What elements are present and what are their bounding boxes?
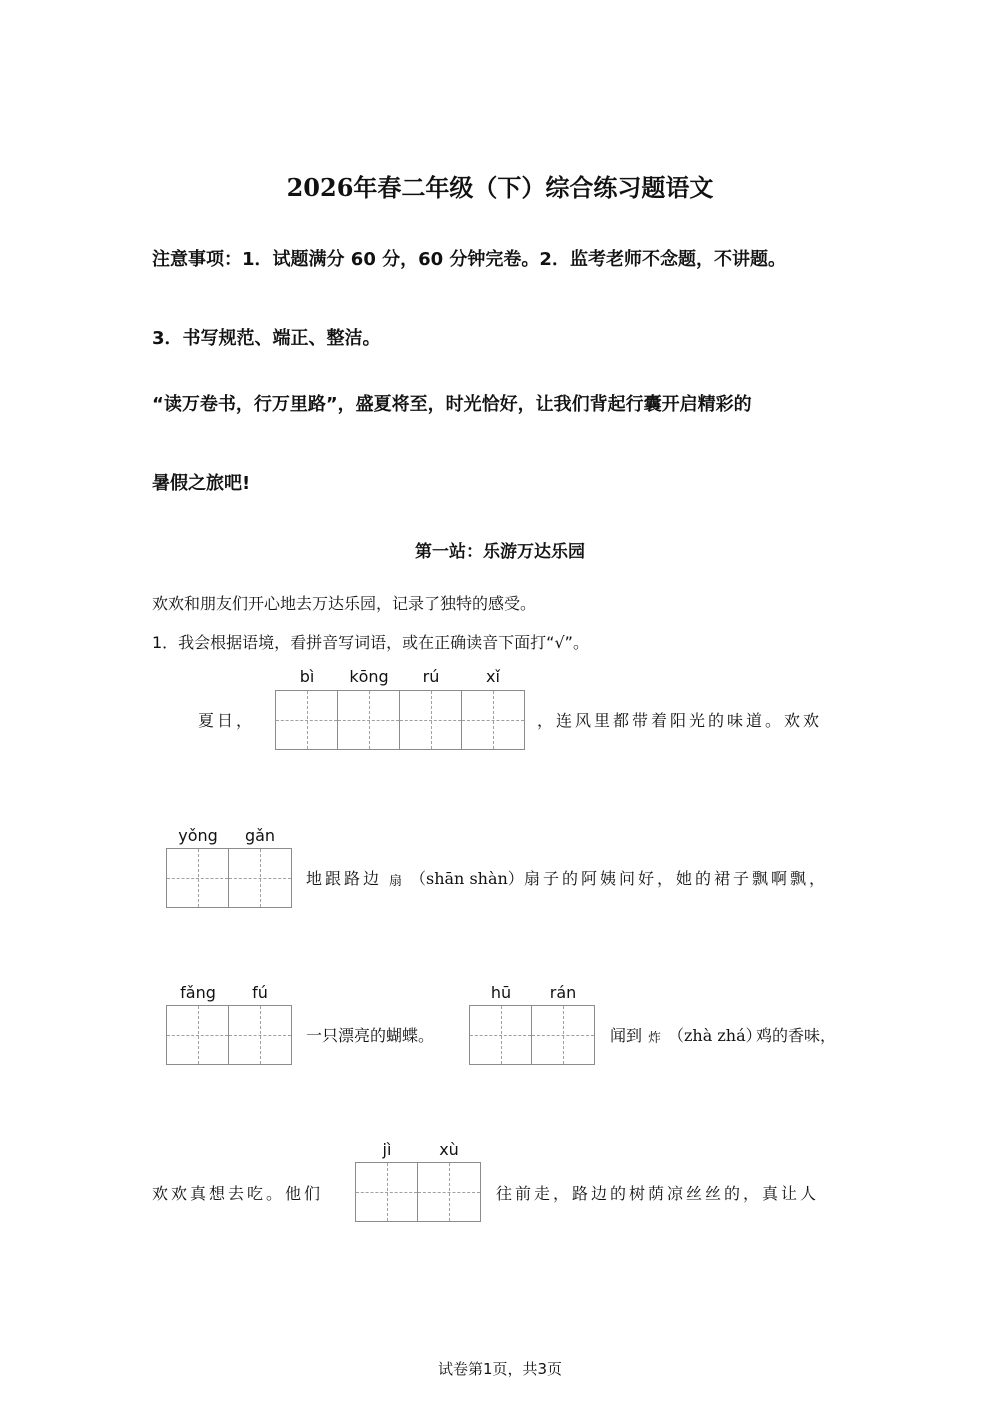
- writing-cell[interactable]: [229, 1006, 291, 1064]
- writing-cell[interactable]: [338, 691, 400, 749]
- pinyin-label: rán: [549, 983, 577, 1002]
- writing-cell[interactable]: [400, 691, 462, 749]
- notes-line-2: 3．书写规范、端正、整洁。: [152, 328, 381, 349]
- intro-line-2: 暑假之旅吧!: [152, 473, 251, 494]
- writing-cell[interactable]: [470, 1006, 532, 1064]
- row3-text-a: 一只漂亮的蝴蝶。: [306, 1026, 435, 1045]
- reading-options-zha[interactable]: （zhà zhá）: [668, 1026, 762, 1045]
- pinyin-label: xù: [439, 1140, 459, 1159]
- section-description: 欢欢和朋友们开心地去万达乐园，记录了独特的感受。: [152, 594, 537, 613]
- pinyin-label: xǐ: [486, 667, 500, 686]
- pinyin-label: fú: [252, 983, 268, 1002]
- row2-text-b: 扇子的阿姨问好，她的裙子飘啊飘，: [524, 869, 829, 888]
- page-footer: 试卷第1页，共3页: [437, 1360, 563, 1378]
- row3-text-c: 鸡的香味，: [756, 1026, 837, 1045]
- pinyin-label: kōng: [349, 667, 389, 686]
- row4-text-after: 往前走，路边的树荫凉丝丝的，真让人: [496, 1184, 820, 1203]
- section-title: 第一站：乐游万达乐园: [415, 542, 585, 562]
- row3-text-b: 闻到: [610, 1026, 643, 1045]
- writing-cell[interactable]: [532, 1006, 594, 1064]
- row1-text-after: ，连风里都带着阳光的味道。欢欢: [537, 711, 823, 730]
- polyphone-char-shan: 扇: [389, 874, 403, 889]
- writing-cell[interactable]: [167, 1006, 229, 1064]
- writing-cell[interactable]: [418, 1163, 480, 1221]
- row4-text-before: 欢欢真想去吃。他们: [152, 1184, 324, 1203]
- row1-text-before: 夏日，: [198, 711, 256, 730]
- question-1-prompt: 1．我会根据语境，看拼音写词语，或在正确读音下面打“√”。: [152, 633, 589, 652]
- row2-text-a: 地跟路边: [306, 869, 383, 888]
- intro-line-1: “读万卷书，行万里路”，盛夏将至，时光恰好，让我们背起行囊开启精彩的: [152, 394, 752, 415]
- writing-cell[interactable]: [356, 1163, 418, 1221]
- writing-grid-bikongruxi[interactable]: [275, 690, 525, 750]
- pinyin-label: jì: [382, 1140, 392, 1159]
- writing-grid-fangfu[interactable]: [166, 1005, 292, 1065]
- pinyin-label: yǒng: [178, 826, 218, 845]
- writing-cell[interactable]: [462, 691, 524, 749]
- writing-cell[interactable]: [229, 849, 291, 907]
- pinyin-label: rú: [422, 667, 440, 686]
- writing-grid-jixu[interactable]: [355, 1162, 481, 1222]
- pinyin-label: fǎng: [180, 983, 216, 1002]
- writing-grid-huran[interactable]: [469, 1005, 595, 1065]
- pinyin-label: hū: [490, 983, 512, 1002]
- writing-cell[interactable]: [167, 849, 229, 907]
- reading-options-shan[interactable]: （shān shàn）: [410, 869, 524, 888]
- polyphone-char-zha: 炸: [648, 1031, 662, 1046]
- pinyin-label: bì: [299, 667, 315, 686]
- notes-line-1: 注意事项：1．试题满分 60 分，60 分钟完卷。2．监考老师不念题，不讲题。: [152, 249, 786, 270]
- writing-grid-yonggan[interactable]: [166, 848, 292, 908]
- writing-cell[interactable]: [276, 691, 338, 749]
- pinyin-label: gǎn: [244, 826, 276, 845]
- page-title: 2026年春二年级（下）综合练习题语文: [286, 173, 714, 202]
